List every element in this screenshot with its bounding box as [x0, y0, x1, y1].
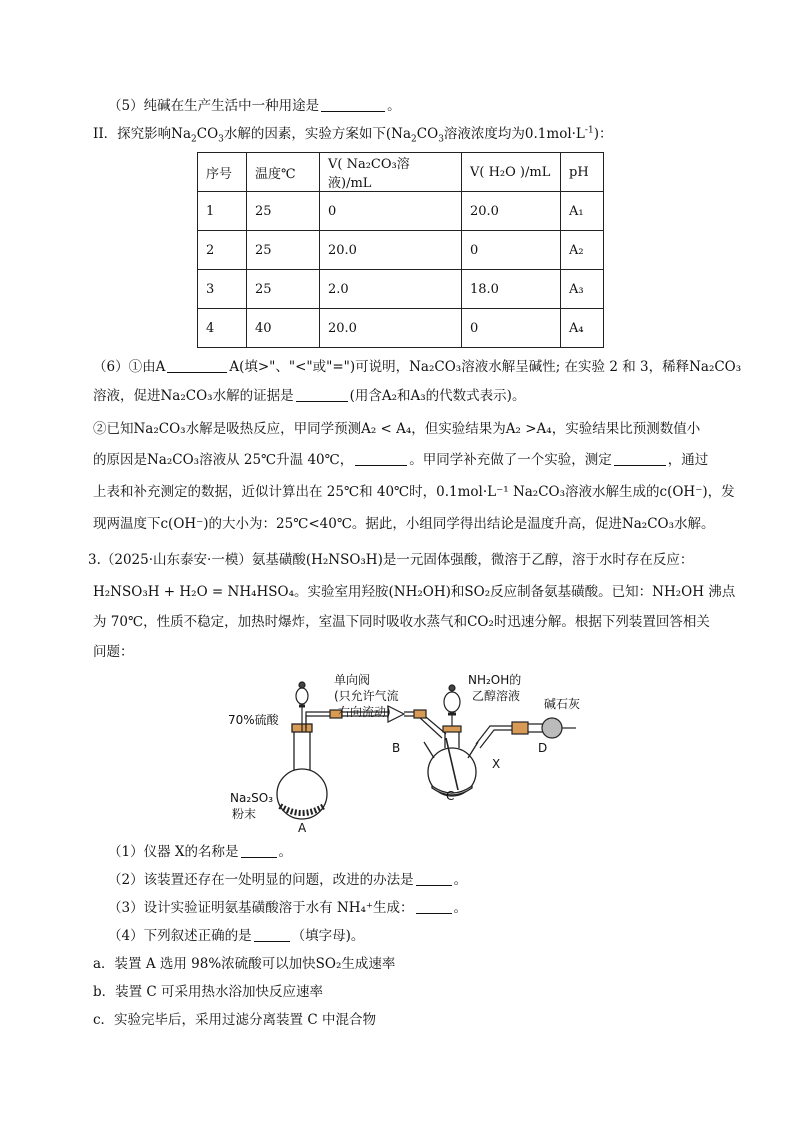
table-cell: 40 [247, 309, 320, 348]
sub: 3 [218, 134, 224, 145]
q6-line3 [93, 419, 700, 439]
table-cell: 20.0 [462, 192, 561, 231]
q6-line3-text: ②已知Na₂CO₃水解是吸热反应，甲同学预测A₂ < A₄，但实验结果为A₂ >A₄，实验结果比预测数值小 [93, 421, 701, 437]
label-x: X [492, 757, 501, 771]
experiment-table [197, 152, 604, 348]
sup: -1 [584, 125, 594, 136]
q5-blank[interactable] [321, 97, 385, 112]
option-c: c．实验完毕后，采用过滤分离装置 C 中混合物 [93, 1012, 376, 1028]
q6-line5-text: 上表和补充测定的数据，近似计算出在 25℃和 40℃时，0.1mol·L⁻¹ Na₂CO₃溶液水解生成的c(OH⁻)，发 [93, 484, 735, 500]
q6-blank-1[interactable] [167, 358, 227, 373]
part2-text-f: )： [593, 126, 613, 142]
p3-line4 [93, 642, 134, 662]
label-c: C [446, 789, 455, 803]
part2-text-e: 溶液浓度均为0.1mol·L [443, 126, 585, 142]
table-row [198, 270, 604, 309]
table-header: 序号 [198, 153, 247, 192]
q6-line6 [93, 514, 715, 534]
q6-text-b: A [229, 359, 240, 375]
p3-line3-text: 为 70℃，性质不稳定，加热时爆炸，室温下同时吸收水蒸气和CO₂时迅速分解。根据下列装置回答相关 [93, 614, 710, 630]
label-d: D [538, 741, 548, 755]
q3-blank[interactable] [416, 899, 452, 914]
q4-text: （4）下列叙述正确的是 [108, 928, 252, 944]
p3-line2 [93, 582, 735, 602]
sub: 2 [411, 134, 417, 145]
label-acid: 70%硫酸 [228, 713, 279, 727]
table-cell: 1 [198, 192, 247, 231]
option-a: a．装置 A 选用 98%浓硫酸可以加快SO₂生成速率 [93, 956, 396, 972]
table-cell: A₁ [561, 192, 604, 231]
q6-line2-a: 溶液，促进Na₂CO₃水解的证据是 [93, 388, 294, 404]
label-valve-2: (只允许气流 [334, 689, 399, 703]
part2-text-d: CO [416, 126, 439, 142]
q6-line6-text: 现两温度下c(OH⁻)的大小为：25℃<40℃。据此，小组同学得出结论是温度升高，促进Na₂CO₃水解。 [93, 516, 715, 532]
p3-line3 [93, 612, 710, 632]
p3-line4-text: 问题： [93, 644, 134, 660]
p3-line1 [88, 550, 693, 570]
q6-line2 [93, 386, 525, 406]
table-header: V( Na₂CO₃溶液)/mL [320, 153, 462, 192]
table-cell: 2 [198, 231, 247, 270]
table-cell: A₄ [561, 309, 604, 348]
q3-line [108, 898, 467, 918]
part2-heading [93, 124, 612, 144]
label-nh2oh-1: NH₂OH的 [468, 673, 522, 687]
q2-line [108, 870, 467, 890]
label-soda-lime: 碱石灰 [544, 697, 581, 711]
flask-a [277, 724, 327, 819]
table-cell: A₂ [561, 231, 604, 270]
q5-text: （5）纯碱在生产生活中一种用途是 [108, 98, 320, 114]
table-header: V( H₂O )/mL [462, 153, 561, 192]
table-header-row [198, 153, 604, 192]
table-cell: 0 [462, 309, 561, 348]
table-cell: 20.0 [320, 309, 462, 348]
q3-end: 。 [453, 900, 468, 916]
q6-line4-b: 。甲同学补充做了一个实验，测定 [409, 452, 612, 468]
table-cell: 20.0 [320, 231, 462, 270]
q1-text: （1）仪器 X的名称是 [108, 844, 239, 860]
q2-end: 。 [453, 872, 468, 888]
label-a: A [298, 821, 307, 835]
q6-text-c: (填>"、"<"或"=")可说明，Na₂CO₃溶液水解呈碱性; 在实验 2 和 3，稀释Na₂CO₃ [239, 359, 742, 375]
part2-text-c: 水解的因素，实验方案如下(Na [223, 126, 412, 142]
table-cell: 0 [462, 231, 561, 270]
q4-blank[interactable] [254, 927, 290, 942]
table-cell: 3 [198, 270, 247, 309]
table-cell: 0 [320, 192, 462, 231]
drying-tube-d [512, 718, 576, 738]
q1-blank[interactable] [241, 843, 277, 858]
tube-cd [476, 726, 512, 748]
q6-blank-3[interactable] [355, 451, 407, 466]
q6-line1 [93, 357, 741, 377]
label-valve-1: 单向阀 [334, 673, 371, 687]
table-row [198, 309, 604, 348]
table-header: 温度℃ [247, 153, 320, 192]
label-powder: 粉末 [232, 807, 257, 821]
q4-line [108, 926, 364, 946]
q6-text-a: （6）①由A [93, 359, 166, 375]
tube-bc [404, 710, 446, 738]
q2-blank[interactable] [416, 871, 452, 886]
q1-line [108, 842, 292, 862]
table-cell: 25 [247, 231, 320, 270]
q5-line [108, 96, 401, 116]
q6-line2-b: (用含A₂和A₃的代数式表示)。 [349, 388, 526, 404]
table-cell: A₃ [561, 270, 604, 309]
q5-end: 。 [387, 98, 401, 114]
q6-line4-a: 的原因是Na₂CO₃溶液从 25℃升温 40℃， [93, 452, 354, 468]
part2-text-b: CO [196, 126, 219, 142]
sub: 2 [191, 134, 197, 145]
table-row [198, 192, 604, 231]
q3-text: （3）设计实验证明氨基磺酸溶于水有 NH₄⁺生成： [108, 900, 414, 916]
label-na2so3: Na₂SO₃ [230, 791, 274, 805]
q2-text: （2）该装置还存在一处明显的问题，改进的办法是 [108, 872, 414, 888]
q1-end: 。 [278, 844, 292, 860]
table-cell: 18.0 [462, 270, 561, 309]
q6-blank-4[interactable] [614, 451, 666, 466]
q6-line4-c: ，通过 [667, 452, 709, 468]
table-cell: 25 [247, 192, 320, 231]
dropping-funnel-c [443, 685, 461, 732]
table-cell: 2.0 [320, 270, 462, 309]
sub: 3 [438, 134, 444, 145]
p3-line1-text: 3.（2025·山东泰安·一模）氨基磺酸(H₂NSO₃H)是一元固体强酸，微溶于乙醇，溶于水时存在反应： [88, 552, 694, 568]
label-valve-3: 右向流动) [338, 705, 391, 719]
table-cell: 25 [247, 270, 320, 309]
q6-line4 [93, 450, 708, 470]
label-nh2oh-2: 乙醇溶液 [472, 689, 521, 703]
q6-line5 [93, 482, 735, 502]
label-b: B [392, 741, 401, 755]
table-header: pH [561, 153, 604, 192]
table-cell: 4 [198, 309, 247, 348]
p3-line2-text: H₂NSO₃H + H₂O = NH₄HSO₄。实验室用羟胺(NH₂OH)和SO₂反应制备氨基磺酸。已知：NH₂OH 沸点 [93, 584, 736, 600]
part2-text-a: II．探究影响Na [93, 126, 192, 142]
q6-blank-2[interactable] [296, 387, 348, 402]
option-b: b．装置 C 可采用热水浴加快反应速率 [93, 984, 324, 1000]
table-row [198, 231, 604, 270]
q4-end: （填字母)。 [291, 928, 365, 944]
